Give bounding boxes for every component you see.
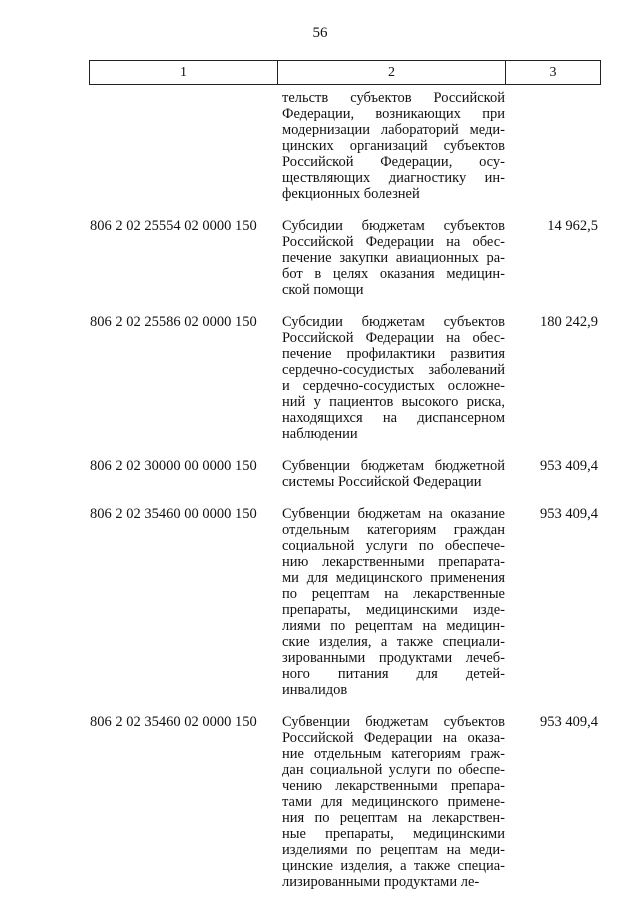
description-line: ществляющих диагностику ин- (282, 170, 505, 186)
description-line: Субсидии бюджетам субъектов (282, 314, 505, 330)
description-line: отдельным категориям граждан (282, 522, 505, 538)
description-line: ской помощи (282, 282, 364, 298)
description-line: лизированными продуктами ле- (282, 874, 480, 890)
amount-value: 180 242,9 (540, 314, 598, 330)
amount-value: 14 962,5 (547, 218, 598, 234)
table-body (89, 90, 600, 890)
description-line: тами для медицинского примене- (282, 794, 505, 810)
table-row (89, 714, 600, 890)
amount-value: 953 409,4 (540, 506, 598, 522)
amount-value: 953 409,4 (540, 714, 598, 730)
description-line: Российской Федерации на обес- (282, 234, 505, 250)
column-header-1: 1 (90, 61, 278, 85)
budget-code: 806 2 02 35460 02 0000 150 (90, 714, 257, 730)
description-line: печение профилактики развития (282, 346, 505, 362)
description-line: цинские изделия, а также специа- (282, 858, 505, 874)
income-description (282, 506, 505, 698)
description-line: находящихся на диспансерном (282, 410, 505, 426)
column-header-3: 3 (506, 61, 601, 85)
description-line: лиями по рецептам на медицин- (282, 618, 505, 634)
description-line: ний у пациентов высокого риска, (282, 394, 505, 410)
description-line: Российской Федерации на оказа- (282, 730, 505, 746)
description-line: ные препараты, медицинскими (282, 826, 505, 842)
description-line: Российской Федерации, осу- (282, 154, 505, 170)
table-row (89, 506, 600, 698)
income-description (282, 714, 505, 890)
description-line: бот в целях оказания медицин- (282, 266, 505, 282)
description-line: ние отдельным категориям граж- (282, 746, 505, 762)
income-description (282, 458, 505, 490)
description-line: ми для медицинского применения (282, 570, 505, 586)
description-line: Субвенции бюджетам бюджетной (282, 458, 505, 474)
description-line: Субсидии бюджетам субъектов (282, 218, 505, 234)
income-description (282, 90, 505, 202)
table-row (89, 90, 600, 202)
table-row (89, 314, 600, 442)
description-line: фекционных болезней (282, 186, 420, 202)
table-row (89, 458, 600, 490)
description-line: зированными продуктами лечеб- (282, 650, 505, 666)
description-line: социальной услуги по обеспече- (282, 538, 505, 554)
budget-code: 806 2 02 25586 02 0000 150 (90, 314, 257, 330)
description-line: сердечно-сосудистых заболеваний (282, 362, 505, 378)
column-header-row (90, 61, 601, 85)
description-line: и сердечно-сосудистых осложне- (282, 378, 505, 394)
description-line: системы Российской Федерации (282, 474, 482, 490)
description-line: чению лекарственными препара- (282, 778, 505, 794)
description-line: нию лекарственными препарата- (282, 554, 505, 570)
description-line: препараты, медицинскими изде- (282, 602, 505, 618)
budget-code: 806 2 02 25554 02 0000 150 (90, 218, 257, 234)
description-line: Российской Федерации на обес- (282, 330, 505, 346)
description-line: дан социальной услуги по обеспе- (282, 762, 505, 778)
description-line: Субвенции бюджетам субъектов (282, 714, 505, 730)
description-line: наблюдении (282, 426, 358, 442)
table-row (89, 218, 600, 298)
description-line: ния по рецептам на лекарствен- (282, 810, 505, 826)
income-description (282, 314, 505, 442)
budget-code: 806 2 02 30000 00 0000 150 (90, 458, 257, 474)
description-line: печение закупки авиационных ра- (282, 250, 505, 266)
description-line: изделиями по рецептам на меди- (282, 842, 505, 858)
description-line: по рецептам на лекарственные (282, 586, 505, 602)
income-description (282, 218, 505, 298)
description-line: тельств субъектов Российской (282, 90, 505, 106)
column-header-table (89, 60, 601, 85)
description-line: Субвенции бюджетам на оказание (282, 506, 505, 522)
description-line: ного питания для детей- (282, 666, 505, 682)
page-number: 56 (312, 25, 328, 41)
description-line: Федерации, возникающих при (282, 106, 505, 122)
description-line: модернизации лабораторий меди- (282, 122, 505, 138)
amount-value: 953 409,4 (540, 458, 598, 474)
description-line: цинских организаций субъектов (282, 138, 505, 154)
description-line: инвалидов (282, 682, 348, 698)
budget-code: 806 2 02 35460 00 0000 150 (90, 506, 257, 522)
column-header-2: 2 (278, 61, 506, 85)
description-line: ские изделия, а также специали- (282, 634, 505, 650)
